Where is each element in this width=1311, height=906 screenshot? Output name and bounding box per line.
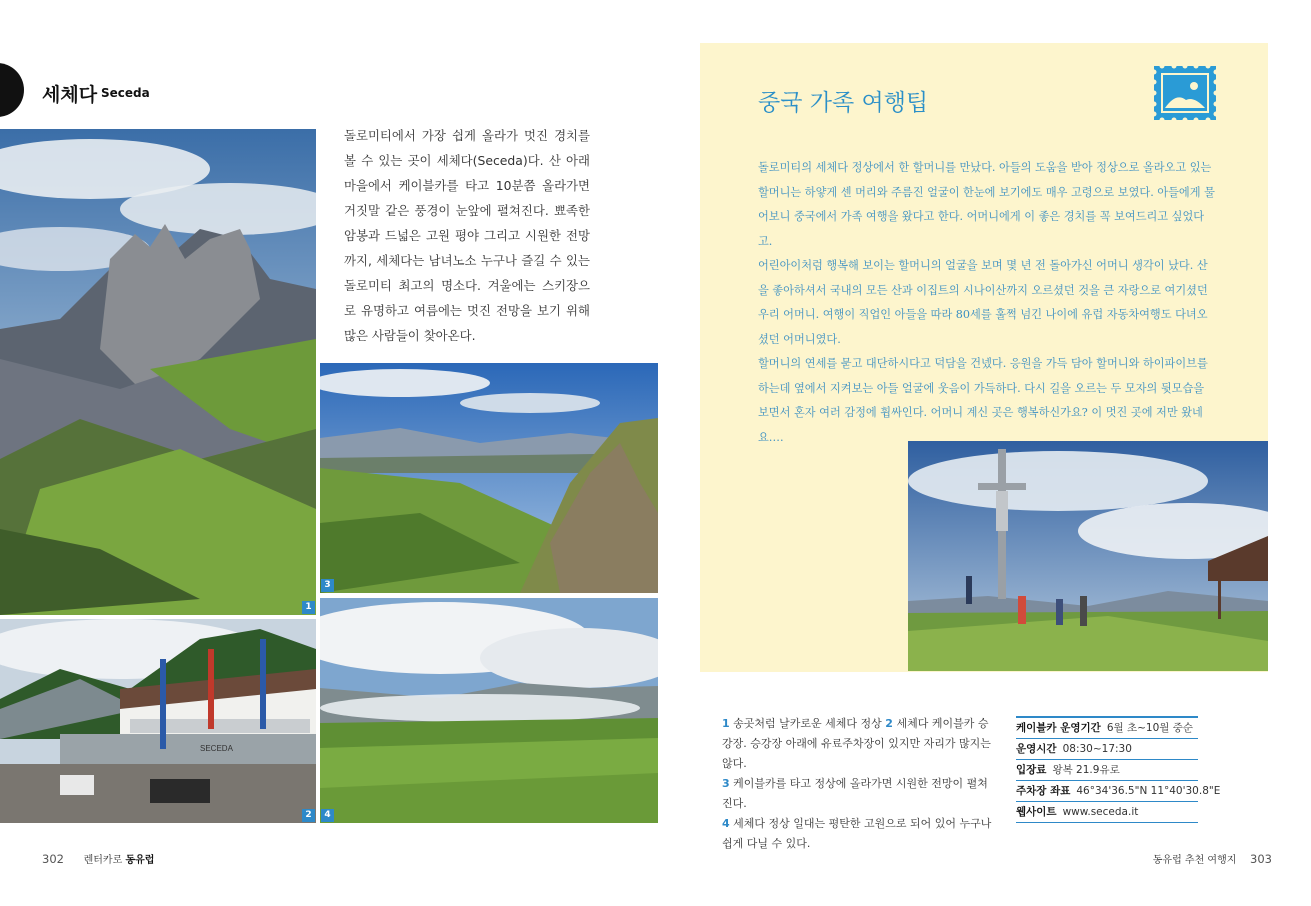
- caption-text: 케이블카를 타고 정상에 올라가면 시원한 전망이 펼쳐진다.: [722, 777, 988, 810]
- info-label: 주차장 좌표: [1016, 785, 1071, 797]
- info-row: [1016, 739, 1198, 760]
- section-title: 세체다: [42, 84, 98, 106]
- photo-summit-cross: [908, 441, 1268, 671]
- info-value: 왕복 21.9유로: [1052, 764, 1120, 776]
- caption-number: 1: [722, 717, 730, 730]
- postage-stamp-icon: [1154, 66, 1216, 120]
- chapter-title: 동유럽 추천 여행지: [1152, 855, 1237, 866]
- caption-text: 송곳처럼 날카로운 세체다 정상: [733, 717, 882, 730]
- page-number: 303: [1250, 852, 1272, 866]
- info-label: 웹사이트: [1016, 806, 1057, 818]
- page-number: 302: [42, 852, 64, 866]
- photo-badge: 2: [302, 809, 315, 822]
- station-sign: SECEDA: [200, 744, 233, 753]
- caption-text: 세체다 케이블카 승강장. 승강장 아래에 유료주차장이 있지만 자리가 많지는 않다.: [722, 717, 991, 770]
- intro-paragraph: 돌로미티에서 가장 쉽게 올라가 멋진 경치를 볼 수 있는 곳이 세체다(Seceda)다. 산 아래 마을에서 케이블카를 타고 10분쯤 올라가면 거짓말 같은 풍경이 눈앞에 펼쳐진다. 뾰족한 암봉과 드넓은 고원 평야 그리고 시원한 전망까지, 세체다는 남녀노소 누구나 즐길 수 있는 돌로미티 최고의 명소다. 겨울에는 스키장으로 유명하고 여름에는 멋진 전망을 보기 위해 많은 사람들이 찾아온다.: [344, 128, 590, 343]
- photo-badge: 4: [321, 809, 334, 822]
- info-value: 08:30~17:30: [1062, 743, 1132, 755]
- photo-badge: 1: [302, 601, 315, 614]
- info-row: [1016, 718, 1198, 739]
- info-table: [1016, 716, 1221, 823]
- section-marker: [0, 63, 24, 117]
- book-title: [84, 855, 155, 866]
- info-label: 케이블카 운영기간: [1016, 722, 1101, 734]
- caption-number: 4: [722, 817, 730, 830]
- info-row: [1016, 760, 1198, 781]
- photo-seceda-peak: [0, 129, 316, 615]
- info-label: 입장료: [1016, 764, 1047, 776]
- tip-paragraph: 할머니의 연세를 묻고 대단하시다고 덕담을 건넸다. 응원을 가득 담아 할머니와 하이파이브를 하는데 옆에서 지켜보는 아들 얼굴에 웃음이 가득하다. 다시 길을 오르는 두 모자의 뒷모습을 보면서 혼자 여러 감정에 휩싸인다. 어머니 계신 곳은 행복하신가요? 이 멋진 곳에 저만 왔네요….: [758, 357, 1208, 444]
- info-value: www.seceda.it: [1062, 806, 1139, 818]
- footer-right: [1153, 851, 1272, 866]
- info-value: 6월 초~10월 중순: [1106, 722, 1194, 734]
- footer-left: [42, 851, 154, 866]
- book-title-prefix: 렌터카로: [83, 855, 123, 866]
- photo-ridge-view: [320, 363, 658, 593]
- book-title-bold: 동유럽: [125, 855, 155, 866]
- caption-number: 2: [885, 717, 893, 730]
- photo-cable-car-station: [0, 619, 316, 823]
- photo-badge: 3: [321, 579, 334, 592]
- tip-paragraph: 어린아이처럼 행복해 보이는 할머니의 얼굴을 보며 몇 년 전 돌아가신 어머니 생각이 났다. 산을 좋아하셔서 국내의 모든 산과 이집트의 시나이산까지 오르셨던 것을 큰 자랑으로 여기셨던 우리 어머니. 여행이 직업인 아들을 따라 80세를 훌쩍 넘긴 나이에 유럽 자동차여행도 다녀오셨던 어머니였다.: [758, 259, 1208, 346]
- tip-title: 중국 가족 여행팁: [758, 90, 929, 116]
- tip-body: [758, 156, 1216, 450]
- info-label: 운영시간: [1016, 743, 1057, 755]
- caption-text: 세체다 정상 일대는 평탄한 고원으로 되어 있어 누구나 쉽게 다닐 수 있다.: [722, 817, 992, 850]
- info-row: [1016, 802, 1198, 823]
- photo-captions: [722, 714, 992, 854]
- caption-number: 3: [722, 777, 730, 790]
- info-value: 46°34'36.5"N 11°40'30.8"E: [1076, 785, 1221, 797]
- tip-paragraph: 돌로미티의 세체다 정상에서 한 할머니를 만났다. 아들의 도움을 받아 정상으로 올라오고 있는 할머니는 하얗게 센 머리와 주름진 얼굴이 한눈에 보기에도 매우 고령으로 보였다. 아들에게 물어보니 중국에서 가족 여행을 왔다고 한다. 어머니에게 이 좋은 경치를 꼭 보여드리고 싶었다고.: [758, 161, 1215, 248]
- photo-plateau: [320, 598, 658, 823]
- info-row: [1016, 781, 1221, 802]
- section-subtitle: Seceda: [101, 86, 150, 100]
